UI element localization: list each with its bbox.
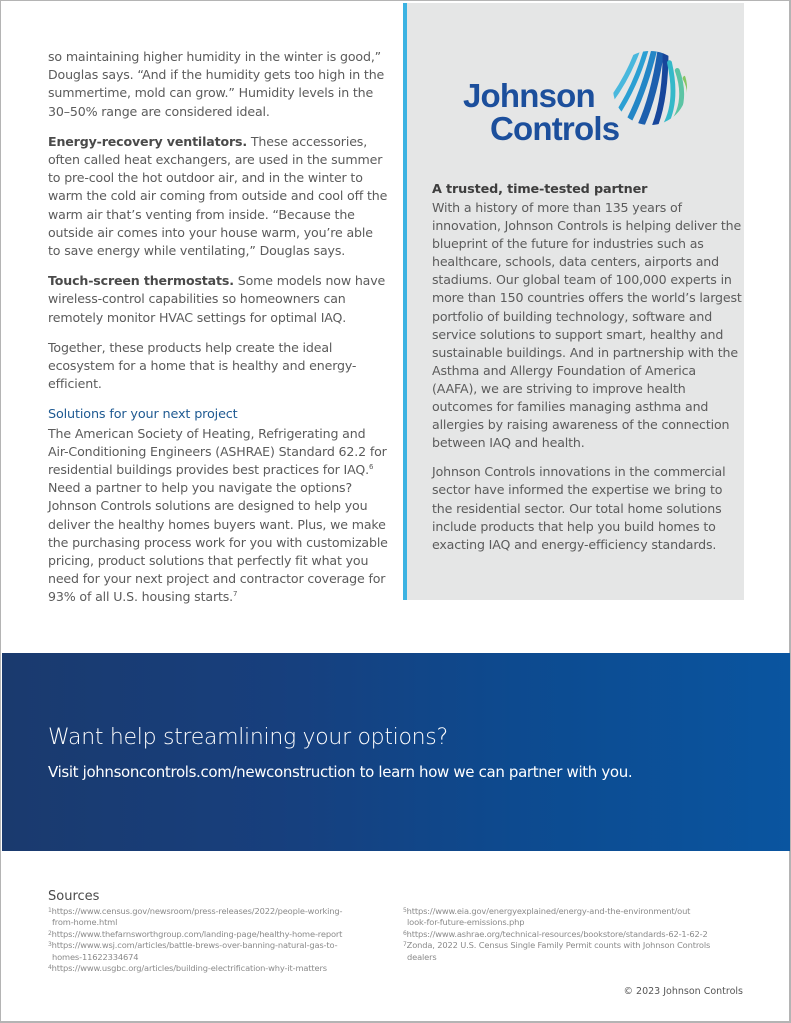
- source-item[interactable]: $^2$https://www.thefarnsworthgroup.com/landing-page/healthy-home-report: [48, 928, 343, 939]
- sidebar-paragraph-innovations: Johnson Controls innovations in the commercial sector have informed the expertise we bring to the residential sector. Our total home solutions include products that help you build homes to exacting IAQ and energy-efficiency standards.: [432, 464, 726, 552]
- solutions-body-a: The American Society of Heating, Refrigerating and Air-Conditioning Engineers (ASHRAE) Standard 62.2 for residential buildings provides best practices for IAQ.: [48, 425, 387, 478]
- logo-word-controls: Controls: [490, 110, 620, 147]
- sources-heading: Sources: [48, 889, 100, 904]
- erv-paragraph: [48, 133, 388, 260]
- footnote-ref-7: 7: [233, 590, 238, 599]
- erv-heading: Energy-recovery ventilators.: [48, 133, 248, 149]
- cta-banner: [2, 653, 790, 851]
- thermostat-heading: Touch-screen thermostats.: [48, 273, 234, 289]
- source-item[interactable]: $^6$https://www.ashrae.org/technical-resources/bookstore/standards-62-1-62-2: [403, 928, 708, 939]
- article-left-column: [48, 48, 388, 619]
- source-item[interactable]: $^5$https://www.eia.gov/energyexplained/energy-and-the-environment/out look-for-future-emissions.php: [403, 906, 691, 928]
- source-item: $^7$Zonda, 2022 U.S. Census Single Family Permit counts with Johnson Controls dealers: [403, 940, 711, 962]
- humidity-paragraph: so maintaining higher humidity in the winter is good,” Douglas says. “And if the humidity gets too high in the summertime, mold can grow.” Humidity levels in the 30–50% range are considered ideal.: [48, 49, 385, 119]
- solutions-body-b: Need a partner to help you navigate the options? Johnson Controls solutions are designed to help you deliver the healthy homes buyers want. Plus, we make the purchasing process work for you with customizable pricing, product solutions that perfectly fit what you need for your next project and contractor coverage for 93% of all U.S. housing starts.: [48, 480, 388, 605]
- logo-word-johnson: Johnson: [463, 77, 595, 114]
- thermostat-paragraph: [48, 272, 388, 327]
- footnote-ref-6: 6: [368, 463, 374, 472]
- erv-body: These accessories, often called heat exchangers, are used in the summer to pre-cool the hot outdoor air, and in the winter to warm the cold air coming from outside and cool off the warm air that’s venting from inside. “Because the outside air comes into your house warm, you’re able to save energy while ventilating,” Douglas says.: [48, 133, 388, 259]
- banner-link-text[interactable]: Visit johnsoncontrols.com/newconstruction to learn how we can partner with you.: [48, 763, 633, 781]
- together-paragraph: Together, these products help create the ideal ecosystem for a home that is healthy and energy-efficient.: [48, 339, 357, 392]
- company-sidebar: [403, 3, 744, 600]
- thermostat-body: Some models now have wireless-control capabilities so homeowners can remotely monitor HVAC settings for optimal IAQ.: [48, 273, 386, 325]
- banner-title: Want help streamlining your options?: [48, 725, 448, 750]
- source-item[interactable]: $^4$https://www.usgbc.org/articles/building-electrification-why-it-matters: [48, 963, 327, 974]
- solutions-paragraph: [48, 425, 388, 607]
- logo-emblem-icon: [611, 49, 689, 127]
- sources-column-right: [403, 906, 748, 963]
- source-item[interactable]: $^1$https://www.census.gov/newsroom/press-releases/2022/people-working- from-home.html: [48, 906, 343, 928]
- sidebar-heading: A trusted, time-tested partner: [432, 182, 648, 197]
- sidebar-text: [432, 181, 744, 565]
- copyright-notice: © 2023 Johnson Controls: [623, 986, 743, 997]
- solutions-heading: Solutions for your next project: [48, 407, 238, 423]
- sidebar-paragraph-history: With a history of more than 135 years of innovation, Johnson Controls is helping deliver the blueprint of the future for industries such as healthcare, schools, data centers, airports and stadiums. Our global team of 100,000 experts in more than 150 countries offers the world’s largest portfolio of building technology, software and service solutions to support smart, healthy and sustainable buildings. And in partnership with the Asthma and Allergy Foundation of America (AAFA), we are striving to improve health outcomes for families managing asthma and allergies by raising awareness of the connection between IAQ and health.: [432, 200, 742, 451]
- sources-column-left: [48, 906, 388, 974]
- source-item[interactable]: $^3$https://www.wsj.com/articles/battle-brews-over-banning-natural-gas-to- homes-11622334674: [48, 940, 338, 962]
- johnson-controls-logo: [463, 49, 703, 149]
